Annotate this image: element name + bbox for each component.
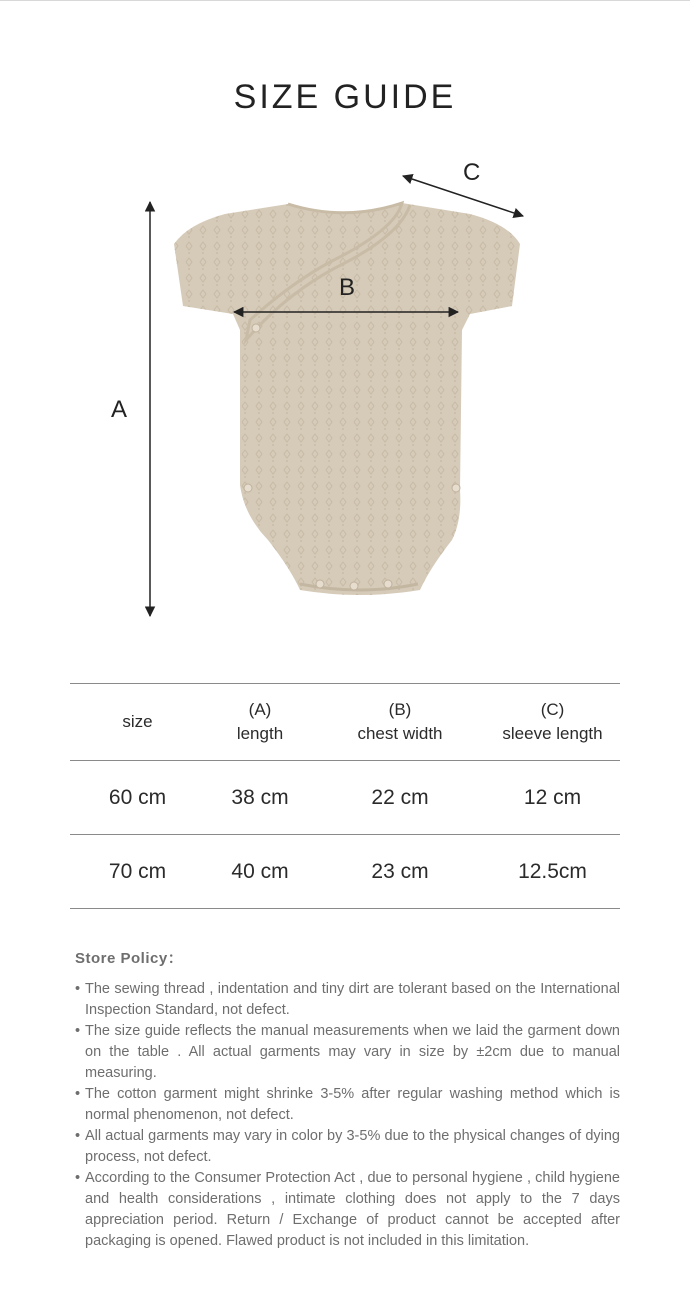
cell-sleeve-length: 12.5cm — [485, 835, 620, 909]
header-length: (A) length — [205, 684, 315, 761]
size-table — [70, 683, 620, 909]
bullet: • — [75, 981, 81, 997]
top-divider — [0, 0, 690, 1]
cell-chest-width: 22 cm — [315, 761, 485, 835]
policy-list — [75, 979, 620, 1252]
measurement-diagram — [0, 150, 690, 630]
table-row — [70, 835, 620, 909]
snap-button — [252, 324, 260, 332]
cell-length: 38 cm — [205, 761, 315, 835]
cell-sleeve-length: 12 cm — [485, 761, 620, 835]
cell-length: 40 cm — [205, 835, 315, 909]
bodysuit-illustration — [174, 203, 520, 595]
label-a: A — [111, 396, 128, 423]
table-header-row — [70, 684, 620, 761]
snap-button — [244, 484, 252, 492]
header-chest-width: (B) chest width — [315, 684, 485, 761]
list-item: • All actual garments may vary in color by 3-5% due to the physical changes of dying process, not defect. — [75, 1128, 620, 1165]
diagram-svg — [0, 150, 690, 630]
bullet: • — [75, 1086, 81, 1102]
page-title: SIZE GUIDE — [233, 77, 457, 116]
list-item: • The size guide reflects the manual measurements when we laid the garment down on the table . All actual garments may vary in size by ±2cm due to manual measuring. — [75, 1023, 620, 1081]
cell-size: 70 cm — [70, 835, 205, 909]
cell-chest-width: 23 cm — [315, 835, 485, 909]
header-sleeve-length: (C) sleeve length — [485, 684, 620, 761]
snap-button — [350, 582, 358, 590]
header-size: size — [70, 684, 205, 761]
table-row — [70, 761, 620, 835]
label-b: B — [339, 274, 356, 301]
cell-size: 60 cm — [70, 761, 205, 835]
list-item: • According to the Consumer Protection Act , due to personal hygiene , child hygiene and health considerations , intimate clothing does not apply to the 7 days appreciation period. Return / Exchange of product cannot be accepted after packaging is opened. Flawed product is not included in this limitation. — [75, 1170, 620, 1249]
store-policy — [75, 948, 620, 1252]
bullet: • — [75, 1128, 81, 1144]
list-item: • The sewing thread , indentation and tiny dirt are tolerant based on the International Inspection Standard, not defect. — [75, 981, 620, 1018]
bullet: • — [75, 1170, 81, 1186]
bullet: • — [75, 1023, 81, 1039]
snap-button — [384, 580, 392, 588]
label-c: C — [463, 159, 481, 186]
list-item: • The cotton garment might shrinke 3-5% after regular washing method which is normal phenomenon, not defect. — [75, 1086, 620, 1123]
snap-button — [316, 580, 324, 588]
policy-heading: Store Policy： — [75, 950, 184, 967]
snap-button — [452, 484, 460, 492]
